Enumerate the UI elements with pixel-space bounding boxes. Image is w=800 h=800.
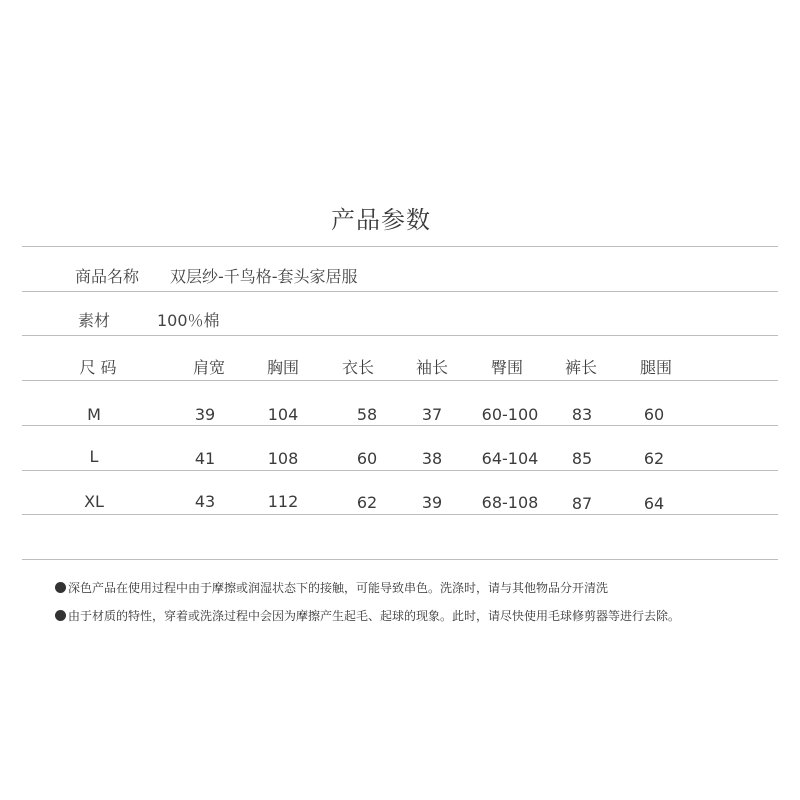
column-header-thigh: 腿围 [639, 358, 672, 377]
table-cell: 39 [194, 405, 216, 424]
material-label: 素材 [78, 311, 111, 330]
divider [22, 380, 778, 381]
table-cell: L [89, 447, 99, 466]
column-header-chest: 胸围 [266, 358, 299, 377]
table-cell: 39 [421, 493, 443, 512]
column-header-shoulder: 肩宽 [192, 358, 225, 377]
table-cell: 62 [643, 449, 665, 468]
page-title: 产品参数 [331, 206, 431, 234]
table-cell: 60 [356, 449, 378, 468]
care-note-text: 深色产品在使用过程中由于摩擦或润湿状态下的接触，可能导致串色。洗涤时，请与其他物品分开清洗 [68, 581, 609, 595]
table-cell: 58 [356, 405, 378, 424]
column-header-length: 衣长 [341, 358, 374, 377]
table-cell: 64 [643, 494, 665, 513]
product-name-value: 双层纱-千鸟格-套头家居服 [170, 267, 358, 286]
care-note [55, 607, 680, 624]
divider [22, 246, 778, 247]
table-cell: 41 [194, 449, 216, 468]
divider [22, 470, 778, 471]
table-cell: 112 [267, 492, 299, 511]
column-header-hip: 臀围 [490, 358, 523, 377]
table-cell: 104 [267, 405, 299, 424]
column-header-pants-length: 裤长 [564, 358, 597, 377]
material-value: 100％棉 [157, 311, 220, 330]
divider [22, 559, 778, 560]
bullet-icon [55, 610, 66, 621]
care-note [55, 579, 608, 596]
column-header-size: 尺 码 [79, 358, 117, 377]
table-cell: 62 [356, 493, 378, 512]
product-name-label: 商品名称 [75, 267, 140, 286]
divider [22, 291, 778, 292]
table-cell: 38 [421, 449, 443, 468]
table-cell: 83 [571, 405, 593, 424]
table-cell: 60 [643, 405, 665, 424]
table-cell: 43 [194, 492, 216, 511]
table-cell: M [87, 405, 101, 424]
divider [22, 425, 778, 426]
table-cell: 37 [421, 405, 443, 424]
divider [22, 514, 778, 515]
table-cell: 68-108 [481, 493, 539, 512]
column-header-sleeve: 袖长 [415, 358, 448, 377]
table-cell: XL [84, 492, 104, 511]
table-cell: 64-104 [481, 449, 539, 468]
divider [22, 335, 778, 336]
care-note-text: 由于材质的特性，穿着或洗涤过程中会因为摩擦产生起毛、起球的现象。此时，请尽快使用毛球修剪器等进行去除。 [68, 609, 681, 623]
table-cell: 87 [571, 494, 593, 513]
table-cell: 85 [571, 449, 593, 468]
table-cell: 108 [267, 449, 299, 468]
bullet-icon [55, 582, 66, 593]
table-cell: 60-100 [481, 405, 539, 424]
